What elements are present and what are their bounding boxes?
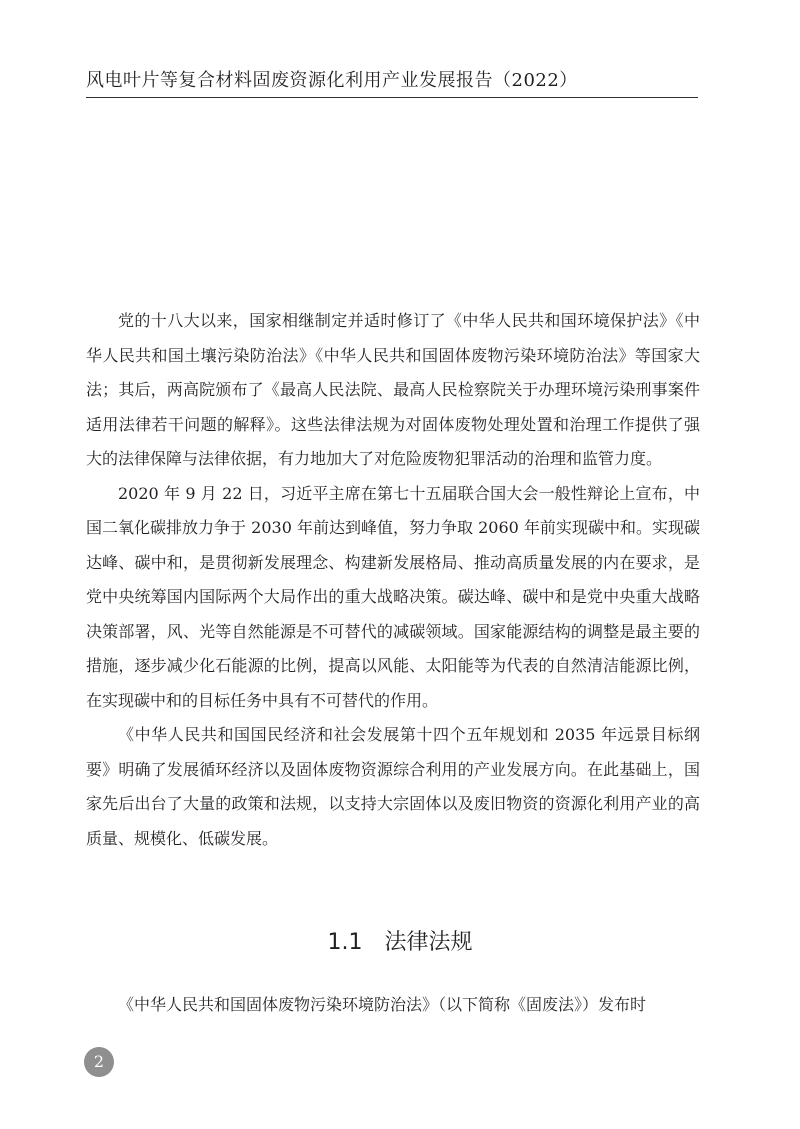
running-header: 风电叶片等复合材料固废资源化利用产业发展报告（2022） bbox=[86, 70, 578, 91]
paragraph: 《中华人民共和国国民经济和社会发展第十四个五年规划和 2035 年远景目标纲要》明确了发展循环经济以及固体废物资源综合利用的产业发展方向。在此基础上，国家先后出台了大量的政策和法规，以支持大宗固体以及废旧物资的资源化利用产业的高质量、规模化、低碳发展。 bbox=[86, 725, 700, 848]
page-number-badge: 2 bbox=[84, 1047, 114, 1077]
paragraph-continuation: 《中华人民共和国固体废物污染环境防治法》（以下简称《固废法》）发布时 bbox=[118, 995, 647, 1014]
section-heading bbox=[0, 925, 800, 956]
section-title: 法律法规 bbox=[384, 930, 473, 955]
header-divider bbox=[86, 97, 698, 98]
paragraph: 2020 年 9 月 22 日，习近平主席在第七十五届联合国大会一般性辩论上宣布，中国二氧化碳排放力争于 2030 年前达到峰值，努力争取 2060 年前实现碳中和。实现碳达峰、碳中和，是贯彻新发展理念、构建新发展格局、推动高质量发展的内在要求，是党中央统筹国内国际两个大局作出的重大战略决策。碳达峰、碳中和是党中央重大战略决策部署，风、光等自然能源是不可替代的减碳领域。国家能源结构的调整是最主要的措施，逐步减少化石能源的比例，提高以风能、太阳能等为代表的自然清洁能源比例，在实现碳中和的目标任务中具有不可替代的作用。 bbox=[86, 483, 700, 710]
body-text bbox=[86, 304, 700, 856]
section-number: 1.1 bbox=[327, 930, 363, 955]
paragraph: 党的十八大以来，国家相继制定并适时修订了《中华人民共和国环境保护法》《中华人民共和国土壤污染防治法》《中华人民共和国固体废物污染环境防治法》等国家大法；其后，两高院颁布了《最高人民法院、最高人民检察院关于办理环境污染刑事案件适用法律若干问题的解释》。这些法律法规为对固体废物处理处置和治理工作提供了强大的法律保障与法律依据，有力地加大了对危险废物犯罪活动的治理和监管力度。 bbox=[86, 311, 700, 468]
